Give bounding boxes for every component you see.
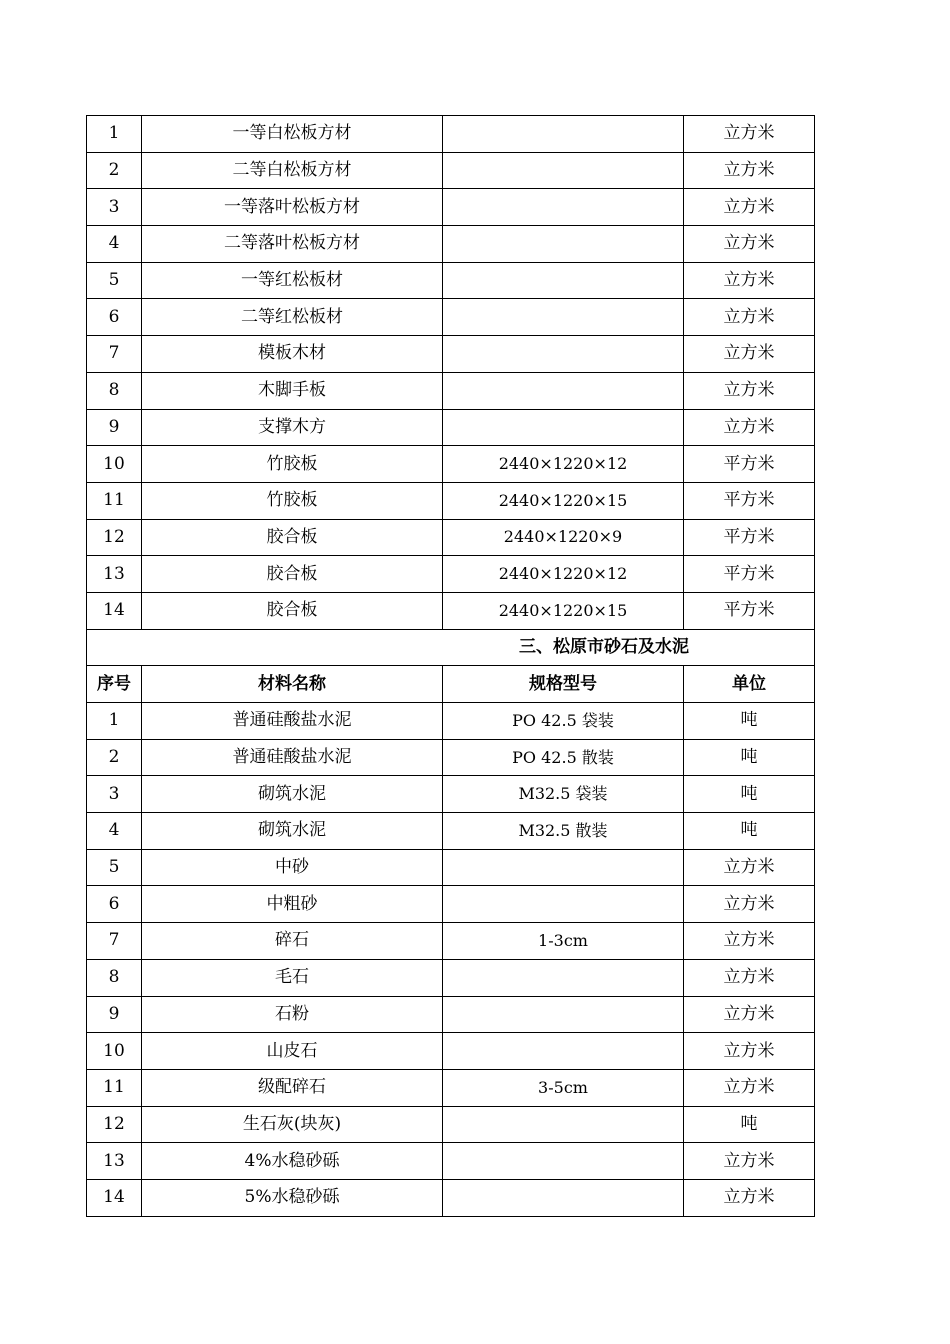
header-spec: 规格型号 <box>443 666 684 703</box>
material-name: 砌筑水泥 <box>142 776 443 813</box>
spec-model <box>443 886 684 923</box>
unit: 立方米 <box>684 849 815 886</box>
material-name: 普通硅酸盐水泥 <box>142 703 443 740</box>
unit: 吨 <box>684 739 815 776</box>
spec-model <box>443 959 684 996</box>
row-number: 6 <box>87 299 142 336</box>
header-name: 材料名称 <box>142 666 443 703</box>
material-name: 竹胶板 <box>142 446 443 483</box>
material-name: 山皮石 <box>142 1033 443 1070</box>
row-number: 14 <box>87 592 142 629</box>
table-header-row <box>87 666 815 703</box>
spec-model: 3-5cm <box>443 1069 684 1106</box>
row-number: 13 <box>87 556 142 593</box>
row-number: 6 <box>87 886 142 923</box>
spec-model: 2440×1220×15 <box>443 592 684 629</box>
row-number: 11 <box>87 482 142 519</box>
material-name: 5%水稳砂砾 <box>142 1179 443 1216</box>
spec-model: PO 42.5 散装 <box>443 739 684 776</box>
material-name: 4%水稳砂砾 <box>142 1143 443 1180</box>
unit: 立方米 <box>684 1179 815 1216</box>
spec-model: 2440×1220×12 <box>443 556 684 593</box>
spec-model: M32.5 袋装 <box>443 776 684 813</box>
row-number: 9 <box>87 996 142 1033</box>
material-name: 石粉 <box>142 996 443 1033</box>
table-row <box>87 1106 815 1143</box>
spec-model <box>443 372 684 409</box>
row-number: 10 <box>87 1033 142 1070</box>
spec-model <box>443 1179 684 1216</box>
material-name: 中砂 <box>142 849 443 886</box>
row-number: 5 <box>87 262 142 299</box>
spec-model: 1-3cm <box>443 923 684 960</box>
material-name: 二等白松板方材 <box>142 152 443 189</box>
spec-model <box>443 1106 684 1143</box>
unit: 立方米 <box>684 299 815 336</box>
table-row <box>87 886 815 923</box>
material-name: 普通硅酸盐水泥 <box>142 739 443 776</box>
material-name: 胶合板 <box>142 592 443 629</box>
spec-model <box>443 299 684 336</box>
unit: 吨 <box>684 1106 815 1143</box>
row-number: 14 <box>87 1179 142 1216</box>
row-number: 8 <box>87 372 142 409</box>
unit: 立方米 <box>684 189 815 226</box>
table-row <box>87 996 815 1033</box>
cement-section <box>87 703 815 1217</box>
material-name: 级配碎石 <box>142 1069 443 1106</box>
row-number: 3 <box>87 189 142 226</box>
material-name: 毛石 <box>142 959 443 996</box>
unit: 吨 <box>684 776 815 813</box>
table-row <box>87 1033 815 1070</box>
unit: 立方米 <box>684 996 815 1033</box>
unit: 立方米 <box>684 1069 815 1106</box>
section-title-row <box>87 629 815 666</box>
row-number: 10 <box>87 446 142 483</box>
row-number: 12 <box>87 1106 142 1143</box>
row-number: 2 <box>87 152 142 189</box>
table-row <box>87 116 815 153</box>
spec-model <box>443 849 684 886</box>
header-no: 序号 <box>87 666 142 703</box>
row-number: 11 <box>87 1069 142 1106</box>
timber-section <box>87 116 815 630</box>
table-row <box>87 739 815 776</box>
table-row <box>87 299 815 336</box>
unit: 吨 <box>684 813 815 850</box>
unit: 立方米 <box>684 923 815 960</box>
spec-model: PO 42.5 袋装 <box>443 703 684 740</box>
table-row <box>87 226 815 263</box>
unit: 立方米 <box>684 886 815 923</box>
spec-model <box>443 336 684 373</box>
row-number: 1 <box>87 703 142 740</box>
unit: 立方米 <box>684 336 815 373</box>
material-name: 碎石 <box>142 923 443 960</box>
unit: 平方米 <box>684 556 815 593</box>
table-row <box>87 446 815 483</box>
unit: 立方米 <box>684 262 815 299</box>
material-name: 一等红松板材 <box>142 262 443 299</box>
row-number: 7 <box>87 336 142 373</box>
spec-model <box>443 152 684 189</box>
row-number: 12 <box>87 519 142 556</box>
table-row <box>87 336 815 373</box>
spec-model: 2440×1220×9 <box>443 519 684 556</box>
material-name: 中粗砂 <box>142 886 443 923</box>
table-row <box>87 262 815 299</box>
unit: 平方米 <box>684 519 815 556</box>
material-name: 二等红松板材 <box>142 299 443 336</box>
spec-model: 2440×1220×12 <box>443 446 684 483</box>
table-row <box>87 409 815 446</box>
row-number: 5 <box>87 849 142 886</box>
row-number: 1 <box>87 116 142 153</box>
material-name: 生石灰(块灰) <box>142 1106 443 1143</box>
material-name: 胶合板 <box>142 556 443 593</box>
materials-table <box>86 115 815 1217</box>
table-row <box>87 923 815 960</box>
row-number: 13 <box>87 1143 142 1180</box>
unit: 立方米 <box>684 1033 815 1070</box>
material-name: 二等落叶松板方材 <box>142 226 443 263</box>
spec-model <box>443 1143 684 1180</box>
spec-model: 2440×1220×15 <box>443 482 684 519</box>
material-name: 一等落叶松板方材 <box>142 189 443 226</box>
table-row <box>87 556 815 593</box>
header-unit: 单位 <box>684 666 815 703</box>
table-row <box>87 776 815 813</box>
material-name: 支撑木方 <box>142 409 443 446</box>
row-number: 4 <box>87 226 142 263</box>
cement-section-head <box>87 629 815 702</box>
table-row <box>87 152 815 189</box>
unit: 平方米 <box>684 592 815 629</box>
spec-model <box>443 409 684 446</box>
table-row <box>87 592 815 629</box>
spec-model <box>443 996 684 1033</box>
spec-model <box>443 262 684 299</box>
unit: 立方米 <box>684 1143 815 1180</box>
table-row <box>87 959 815 996</box>
row-number: 8 <box>87 959 142 996</box>
unit: 立方米 <box>684 959 815 996</box>
table-row <box>87 1179 815 1216</box>
row-number: 9 <box>87 409 142 446</box>
unit: 立方米 <box>684 226 815 263</box>
material-name: 木脚手板 <box>142 372 443 409</box>
spec-model: M32.5 散装 <box>443 813 684 850</box>
row-number: 3 <box>87 776 142 813</box>
unit: 立方米 <box>684 152 815 189</box>
spec-model <box>443 1033 684 1070</box>
unit: 立方米 <box>684 409 815 446</box>
table-row <box>87 482 815 519</box>
table-row <box>87 1069 815 1106</box>
spec-model <box>443 116 684 153</box>
unit: 平方米 <box>684 482 815 519</box>
material-name: 一等白松板方材 <box>142 116 443 153</box>
table-row <box>87 813 815 850</box>
spec-model <box>443 226 684 263</box>
table-row <box>87 372 815 409</box>
table-row <box>87 189 815 226</box>
material-name: 砌筑水泥 <box>142 813 443 850</box>
section-title: 三、松原市砂石及水泥 <box>87 629 815 666</box>
table-row <box>87 703 815 740</box>
material-name: 胶合板 <box>142 519 443 556</box>
material-name: 竹胶板 <box>142 482 443 519</box>
unit: 吨 <box>684 703 815 740</box>
row-number: 7 <box>87 923 142 960</box>
unit: 平方米 <box>684 446 815 483</box>
material-name: 模板木材 <box>142 336 443 373</box>
row-number: 4 <box>87 813 142 850</box>
table-row <box>87 519 815 556</box>
spec-model <box>443 189 684 226</box>
table-row <box>87 849 815 886</box>
unit: 立方米 <box>684 116 815 153</box>
table-row <box>87 1143 815 1180</box>
unit: 立方米 <box>684 372 815 409</box>
row-number: 2 <box>87 739 142 776</box>
